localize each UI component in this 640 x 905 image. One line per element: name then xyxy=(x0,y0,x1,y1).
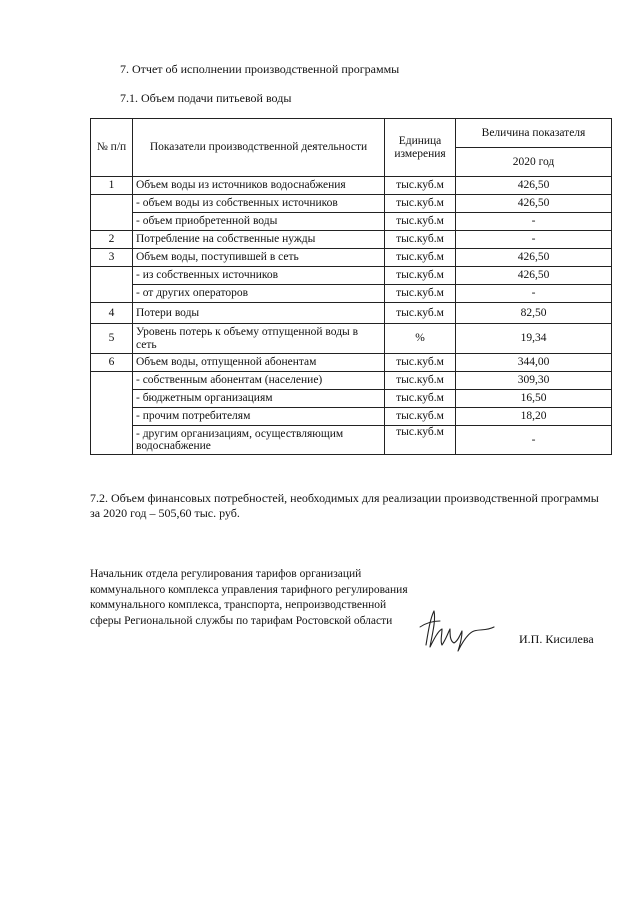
row-unit: тыс.куб.м xyxy=(385,231,456,249)
row-unit: тыс.куб.м xyxy=(385,354,456,372)
table-row xyxy=(91,195,612,213)
header-year: 2020 год xyxy=(456,148,612,177)
table-row xyxy=(91,267,612,285)
row-value: 426,50 xyxy=(456,249,612,267)
table-row xyxy=(91,390,612,408)
row-unit: % xyxy=(385,324,456,354)
row-indicator: Потери воды xyxy=(133,303,385,324)
row-value: 309,30 xyxy=(456,372,612,390)
row-indicator: - объем приобретенной воды xyxy=(133,213,385,231)
row-num xyxy=(91,195,133,231)
row-indicator: Объем воды из источников водоснабжения xyxy=(133,177,385,195)
table-row xyxy=(91,408,612,426)
table-row xyxy=(91,249,612,267)
row-num: 2 xyxy=(91,231,133,249)
table-row xyxy=(91,213,612,231)
row-num xyxy=(91,372,133,455)
row-indicator: - объем воды из собственных источников xyxy=(133,195,385,213)
row-unit: тыс.куб.м xyxy=(385,285,456,303)
header-value: Величина показателя xyxy=(456,119,612,148)
row-unit: тыс.куб.м xyxy=(385,177,456,195)
row-unit: тыс.куб.м xyxy=(385,390,456,408)
table-row xyxy=(91,303,612,324)
row-unit: тыс.куб.м xyxy=(385,426,456,455)
section-heading: 7. Отчет об исполнении производственной программы xyxy=(120,62,400,76)
row-num xyxy=(91,267,133,303)
row-value: 82,50 xyxy=(456,303,612,324)
row-unit: тыс.куб.м xyxy=(385,408,456,426)
row-value: 19,34 xyxy=(456,324,612,354)
subsection-heading: 7.1. Объем подачи питьевой воды xyxy=(120,91,292,105)
header-unit: Единица измерения xyxy=(385,119,456,177)
row-value: - xyxy=(456,426,612,455)
water-supply-table xyxy=(90,118,612,455)
row-indicator: Потребление на собственные нужды xyxy=(133,231,385,249)
row-value: - xyxy=(456,231,612,249)
row-value: 344,00 xyxy=(456,354,612,372)
row-indicator: - от других операторов xyxy=(133,285,385,303)
table-row xyxy=(91,177,612,195)
header-num: № п/п xyxy=(91,119,133,177)
row-value: 18,20 xyxy=(456,408,612,426)
table-row xyxy=(91,285,612,303)
row-indicator: Объем воды, отпущенной абонентам xyxy=(133,354,385,372)
handwritten-signature-icon xyxy=(416,605,498,653)
row-indicator: Объем воды, поступившей в сеть xyxy=(133,249,385,267)
row-unit: тыс.куб.м xyxy=(385,213,456,231)
table-row xyxy=(91,426,612,455)
row-value: - xyxy=(456,213,612,231)
row-unit: тыс.куб.м xyxy=(385,195,456,213)
row-unit: тыс.куб.м xyxy=(385,249,456,267)
row-value: 426,50 xyxy=(456,177,612,195)
table-row xyxy=(91,231,612,249)
row-value: - xyxy=(456,285,612,303)
row-unit: тыс.куб.м xyxy=(385,267,456,285)
row-indicator: - из собственных источников xyxy=(133,267,385,285)
row-num: 1 xyxy=(91,177,133,195)
row-indicator: - другим организациям, осуществляющим водоснабжение xyxy=(133,426,385,455)
signatory-name: И.П. Кисилева xyxy=(519,632,594,646)
row-indicator: - бюджетным организациям xyxy=(133,390,385,408)
row-num: 3 xyxy=(91,249,133,267)
table-row xyxy=(91,372,612,390)
row-indicator: - собственным абонентам (население) xyxy=(133,372,385,390)
header-indicator: Показатели производственной деятельности xyxy=(133,119,385,177)
row-num: 6 xyxy=(91,354,133,372)
signatory-position: Начальник отдела регулирования тарифов организаций коммунального комплекса управления тарифного регулирования коммунального комплекса, транспорта, непроизводственной сферы Региональной службы по тарифам Ростовской области xyxy=(90,568,408,627)
row-num: 4 xyxy=(91,303,133,324)
row-indicator: Уровень потерь к объему отпущенной воды в сеть xyxy=(133,324,385,354)
row-indicator: - прочим потребителям xyxy=(133,408,385,426)
row-value: 426,50 xyxy=(456,195,612,213)
table-row xyxy=(91,354,612,372)
row-num: 5 xyxy=(91,324,133,354)
row-unit: тыс.куб.м xyxy=(385,303,456,324)
row-unit: тыс.куб.м xyxy=(385,372,456,390)
table-row xyxy=(91,324,612,354)
row-value: 16,50 xyxy=(456,390,612,408)
financial-needs-paragraph: 7.2. Объем финансовых потребностей, необходимых для реализации производственной программы за 2020 год – 505,60 тыс. руб. xyxy=(90,491,599,520)
row-value: 426,50 xyxy=(456,267,612,285)
